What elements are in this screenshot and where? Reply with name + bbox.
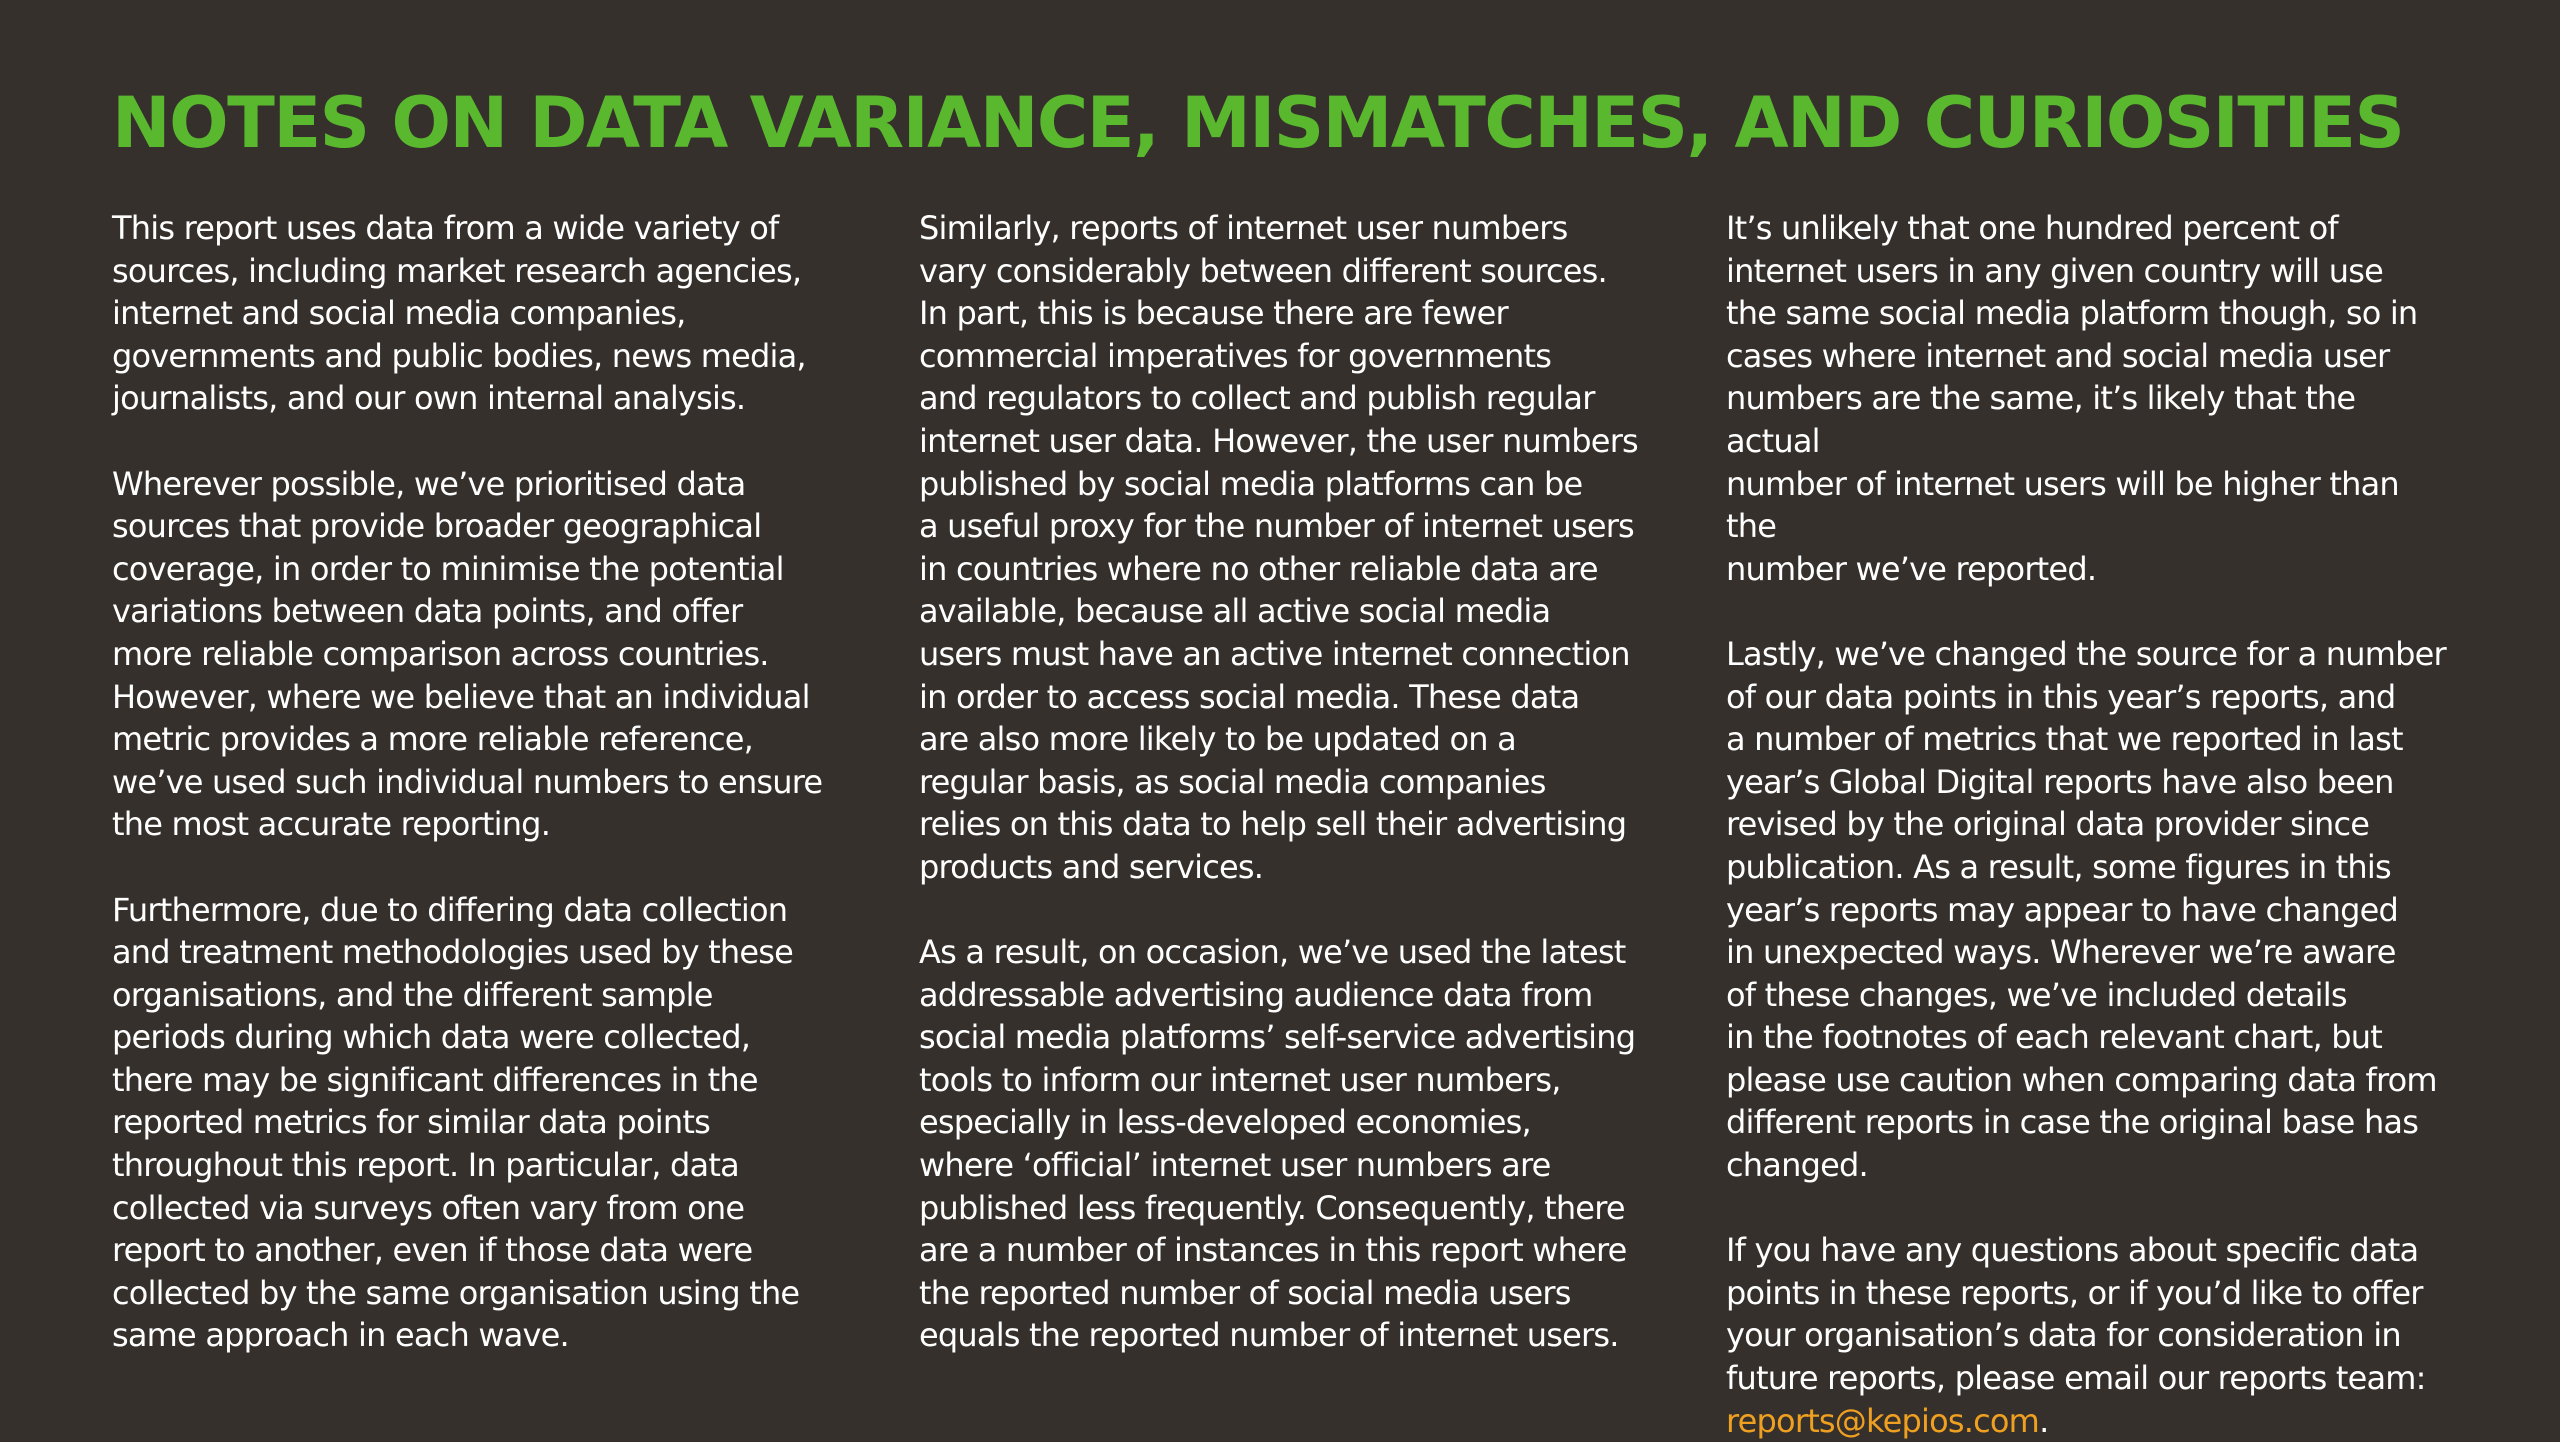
text-column-1 xyxy=(112,207,842,1357)
paragraph-internet-user-numbers: Similarly, reports of internet user numbers vary considerably between different sources. In part, this is because there are fewer commercial imperatives for governments and regulators to collect and publish regular internet user data. However, the user numbers published by social media platforms can be a useful proxy for the number of internet users in countries where no other reliable data are available, because all active social media users must have an active internet connection in order to access social media. These data are also more likely to be updated on a regular basis, as social media companies relies on this data to help sell their advertising products and services. xyxy=(919,209,1638,886)
text-column-3 xyxy=(1726,207,2456,1442)
email-link[interactable]: reports@kepios.com xyxy=(1726,1401,2040,1440)
paragraph-methodology-differences: Furthermore, due to differing data collection and treatment methodologies used by these organisations, and the different sample periods during which data were collected, there may be significant differences in the reported metrics for similar data points throughout this report. In particular, data collected via surveys often vary from one report to another, even if those data were collected by the same organisation using the same approach in each wave. xyxy=(112,890,800,1355)
text-column-2 xyxy=(919,207,1649,1357)
page-title: NOTES ON DATA VARIANCE, MISMATCHES, AND CURIOSITIES xyxy=(112,82,2404,164)
paragraph-social-media-platform: It’s unlikely that one hundred percent of internet users in any given country will use the same social media platform though, so in cases where internet and social media user numbers are the same, it’s likely that the actual number of internet users will be higher than the number we’ve reported. xyxy=(1726,209,2418,588)
paragraph-contact xyxy=(1726,1229,2456,1442)
paragraph-data-sources: This report uses data from a wide variety of sources, including market research agencies, internet and social media companies, governments and public bodies, news media, journalists, and our own internal analysis. xyxy=(112,209,806,418)
paragraph-advertising-audience-data: As a result, on occasion, we’ve used the latest addressable advertising audience data from social media platforms’ self-service advertising tools to inform our internet user numbers, especially in less-developed economies, where ‘official’ internet user numbers are published less frequently. Consequently, there are a number of instances in this report where the reported number of social media users equals the reported number of internet users. xyxy=(919,933,1636,1355)
contact-period: . xyxy=(2039,1401,2049,1440)
paragraph-prioritised-sources: Wherever possible, we’ve prioritised data sources that provide broader geographical coverage, in order to minimise the potential variations between data points, and offer more reliable comparison across countries. However, where we believe that an individual metric provides a more reliable reference, we’ve used such individual numbers to ensure the most accurate reporting. xyxy=(112,464,823,844)
contact-text: If you have any questions about specific data points in these reports, or if you’d like to offer your organisation’s data for consideration in future reports, please email our reports team: xyxy=(1726,1231,2426,1398)
paragraph-source-changes: Lastly, we’ve changed the source for a number of our data points in this year’s reports, and a number of metrics that we reported in last year’s Global Digital reports have also been revised by the original data provider since publication. As a result, some figures in this year’s reports may appear to have changed in unexpected ways. Wherever we’re aware of these changes, we’ve included details in the footnotes of each relevant chart, but please use caution when comparing data from different reports in case the original base has changed. xyxy=(1726,634,2446,1185)
